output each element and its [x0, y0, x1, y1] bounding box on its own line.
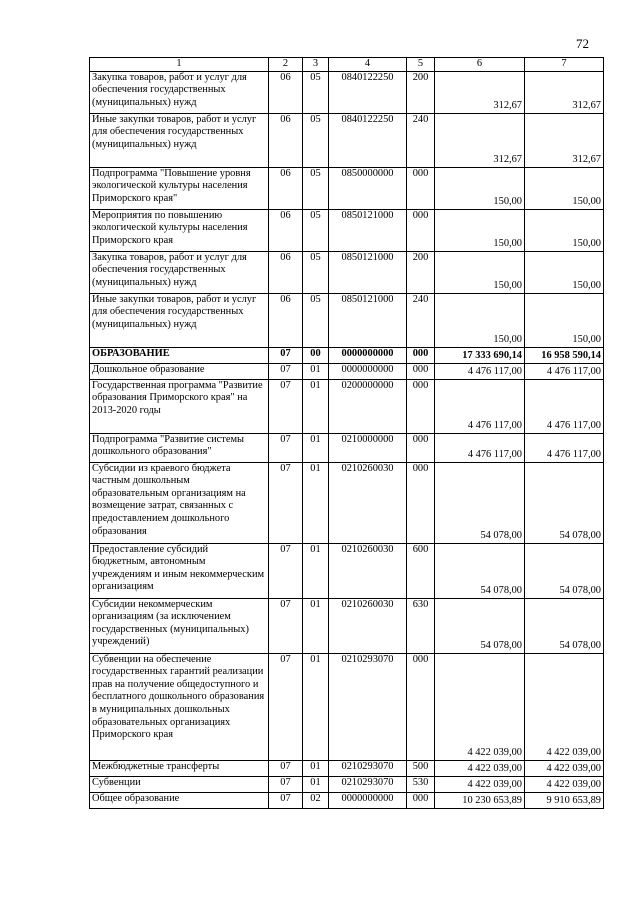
target-article-cell: 0850000000 [329, 167, 407, 209]
table-row [90, 462, 604, 543]
row-name-cell: Подпрограмма "Развитие системы дошкольного образования" [90, 433, 269, 462]
expense-type-cell: 500 [407, 760, 435, 776]
amount-col6-cell: 4 422 039,00 [435, 760, 525, 776]
amount-col7-cell: 150,00 [525, 167, 604, 209]
subsection-code-cell: 05 [303, 293, 329, 347]
subsection-code-cell: 01 [303, 653, 329, 760]
header-cell: 4 [329, 58, 407, 72]
expense-type-cell: 630 [407, 598, 435, 653]
section-code-cell: 06 [269, 251, 303, 293]
table-row [90, 363, 604, 379]
section-code-cell: 07 [269, 653, 303, 760]
amount-col6-cell: 150,00 [435, 167, 525, 209]
amount-col6-cell: 150,00 [435, 209, 525, 251]
budget-table [89, 57, 604, 809]
expense-type-cell: 530 [407, 776, 435, 792]
table-row [90, 293, 604, 347]
header-cell: 7 [525, 58, 604, 72]
expense-type-cell: 000 [407, 653, 435, 760]
section-code-cell: 06 [269, 71, 303, 113]
expense-type-cell: 000 [407, 792, 435, 808]
expense-type-cell: 000 [407, 363, 435, 379]
table-row [90, 543, 604, 598]
row-name-cell: Субвенции на обеспечение государственных гарантий реализации прав на получение общедоступного и бесплатного дошкольного образования в муниципальных дошкольных образовательных организациях Приморского края [90, 653, 269, 760]
expense-type-cell: 000 [407, 462, 435, 543]
amount-col6-cell: 54 078,00 [435, 462, 525, 543]
expense-type-cell: 000 [407, 209, 435, 251]
expense-type-cell: 000 [407, 379, 435, 433]
subsection-code-cell: 01 [303, 776, 329, 792]
amount-col6-cell: 4 422 039,00 [435, 776, 525, 792]
target-article-cell: 0210293070 [329, 776, 407, 792]
amount-col7-cell: 54 078,00 [525, 543, 604, 598]
section-code-cell: 07 [269, 379, 303, 433]
table-row [90, 379, 604, 433]
table-row [90, 776, 604, 792]
target-article-cell: 0000000000 [329, 363, 407, 379]
row-name-cell: Межбюджетные трансферты [90, 760, 269, 776]
amount-col6-cell: 17 333 690,14 [435, 347, 525, 363]
row-name-cell: Субвенции [90, 776, 269, 792]
expense-type-cell: 200 [407, 251, 435, 293]
expense-type-cell: 000 [407, 167, 435, 209]
expense-type-cell: 200 [407, 71, 435, 113]
table-row [90, 433, 604, 462]
amount-col7-cell: 4 422 039,00 [525, 653, 604, 760]
amount-col7-cell: 16 958 590,14 [525, 347, 604, 363]
row-name-cell: Дошкольное образование [90, 363, 269, 379]
table-row [90, 209, 604, 251]
section-code-cell: 06 [269, 113, 303, 167]
section-code-cell: 06 [269, 293, 303, 347]
row-name-cell: Закупка товаров, работ и услуг для обеспечения государственных (муниципальных) нужд [90, 251, 269, 293]
page-number: 72 [576, 36, 589, 51]
table-row [90, 792, 604, 808]
section-code-cell: 06 [269, 209, 303, 251]
amount-col7-cell: 4 422 039,00 [525, 776, 604, 792]
subsection-code-cell: 05 [303, 71, 329, 113]
target-article-cell: 0210260030 [329, 543, 407, 598]
amount-col7-cell: 150,00 [525, 251, 604, 293]
section-code-cell: 07 [269, 760, 303, 776]
subsection-code-cell: 05 [303, 251, 329, 293]
target-article-cell: 0000000000 [329, 792, 407, 808]
amount-col6-cell: 54 078,00 [435, 598, 525, 653]
table-row [90, 71, 604, 113]
expense-type-cell: 240 [407, 293, 435, 347]
subsection-code-cell: 01 [303, 760, 329, 776]
amount-col6-cell: 312,67 [435, 71, 525, 113]
subsection-code-cell: 05 [303, 209, 329, 251]
expense-type-cell: 000 [407, 347, 435, 363]
section-code-cell: 07 [269, 347, 303, 363]
amount-col6-cell: 4 476 117,00 [435, 363, 525, 379]
target-article-cell: 0200000000 [329, 379, 407, 433]
expense-type-cell: 000 [407, 433, 435, 462]
row-name-cell: ОБРАЗОВАНИЕ [90, 347, 269, 363]
header-cell: 1 [90, 58, 269, 72]
subsection-code-cell: 00 [303, 347, 329, 363]
amount-col7-cell: 4 476 117,00 [525, 379, 604, 433]
row-name-cell: Мероприятия по повышению экологической культуры населения Приморского края [90, 209, 269, 251]
table-row [90, 653, 604, 760]
section-code-cell: 07 [269, 543, 303, 598]
table-row [90, 251, 604, 293]
header-cell: 2 [269, 58, 303, 72]
subsection-code-cell: 01 [303, 363, 329, 379]
amount-col6-cell: 150,00 [435, 251, 525, 293]
table-row [90, 598, 604, 653]
table-row [90, 113, 604, 167]
row-name-cell: Общее образование [90, 792, 269, 808]
target-article-cell: 0850121000 [329, 251, 407, 293]
header-cell: 5 [407, 58, 435, 72]
row-name-cell: Субсидии из краевого бюджета частным дошкольным образовательным организациям на возмещение затрат, связанных с предоставлением дошкольного образования [90, 462, 269, 543]
row-name-cell: Предоставление субсидий бюджетным, автономным учреждениям и иным некоммерческим организациям [90, 543, 269, 598]
table-row [90, 760, 604, 776]
subsection-code-cell: 01 [303, 543, 329, 598]
expense-type-cell: 600 [407, 543, 435, 598]
target-article-cell: 0210260030 [329, 462, 407, 543]
section-code-cell: 07 [269, 776, 303, 792]
amount-col6-cell: 4 476 117,00 [435, 433, 525, 462]
header-cell: 3 [303, 58, 329, 72]
amount-col7-cell: 312,67 [525, 71, 604, 113]
row-name-cell: Государственная программа "Развитие образования Приморского края" на 2013-2020 годы [90, 379, 269, 433]
subsection-code-cell: 01 [303, 379, 329, 433]
row-name-cell: Иные закупки товаров, работ и услуг для обеспечения государственных (муниципальных) нужд [90, 113, 269, 167]
section-code-cell: 06 [269, 167, 303, 209]
target-article-cell: 0000000000 [329, 347, 407, 363]
target-article-cell: 0850121000 [329, 293, 407, 347]
table-row [90, 347, 604, 363]
subsection-code-cell: 01 [303, 433, 329, 462]
section-code-cell: 07 [269, 363, 303, 379]
row-name-cell: Закупка товаров, работ и услуг для обеспечения государственных (муниципальных) нужд [90, 71, 269, 113]
amount-col6-cell: 4 422 039,00 [435, 653, 525, 760]
amount-col7-cell: 4 476 117,00 [525, 433, 604, 462]
amount-col6-cell: 312,67 [435, 113, 525, 167]
target-article-cell: 0850121000 [329, 209, 407, 251]
target-article-cell: 0210260030 [329, 598, 407, 653]
target-article-cell: 0210293070 [329, 653, 407, 760]
amount-col7-cell: 9 910 653,89 [525, 792, 604, 808]
row-name-cell: Подпрограмма "Повышение уровня экологической культуры населения Приморского края" [90, 167, 269, 209]
amount-col6-cell: 150,00 [435, 293, 525, 347]
expense-type-cell: 240 [407, 113, 435, 167]
section-code-cell: 07 [269, 598, 303, 653]
subsection-code-cell: 01 [303, 598, 329, 653]
row-name-cell: Субсидии некоммерческим организациям (за исключением государственных (муниципальных) учреждений) [90, 598, 269, 653]
table-row [90, 167, 604, 209]
amount-col7-cell: 150,00 [525, 209, 604, 251]
subsection-code-cell: 01 [303, 462, 329, 543]
section-code-cell: 07 [269, 462, 303, 543]
table-header-row [90, 58, 604, 72]
subsection-code-cell: 05 [303, 113, 329, 167]
subsection-code-cell: 02 [303, 792, 329, 808]
amount-col7-cell: 54 078,00 [525, 462, 604, 543]
section-code-cell: 07 [269, 792, 303, 808]
amount-col7-cell: 4 476 117,00 [525, 363, 604, 379]
row-name-cell: Иные закупки товаров, работ и услуг для обеспечения государственных (муниципальных) нужд [90, 293, 269, 347]
header-cell: 6 [435, 58, 525, 72]
amount-col7-cell: 4 422 039,00 [525, 760, 604, 776]
subsection-code-cell: 05 [303, 167, 329, 209]
amount-col6-cell: 4 476 117,00 [435, 379, 525, 433]
amount-col7-cell: 312,67 [525, 113, 604, 167]
target-article-cell: 0840122250 [329, 113, 407, 167]
target-article-cell: 0840122250 [329, 71, 407, 113]
amount-col6-cell: 54 078,00 [435, 543, 525, 598]
target-article-cell: 0210293070 [329, 760, 407, 776]
amount-col7-cell: 150,00 [525, 293, 604, 347]
amount-col6-cell: 10 230 653,89 [435, 792, 525, 808]
amount-col7-cell: 54 078,00 [525, 598, 604, 653]
section-code-cell: 07 [269, 433, 303, 462]
target-article-cell: 0210000000 [329, 433, 407, 462]
